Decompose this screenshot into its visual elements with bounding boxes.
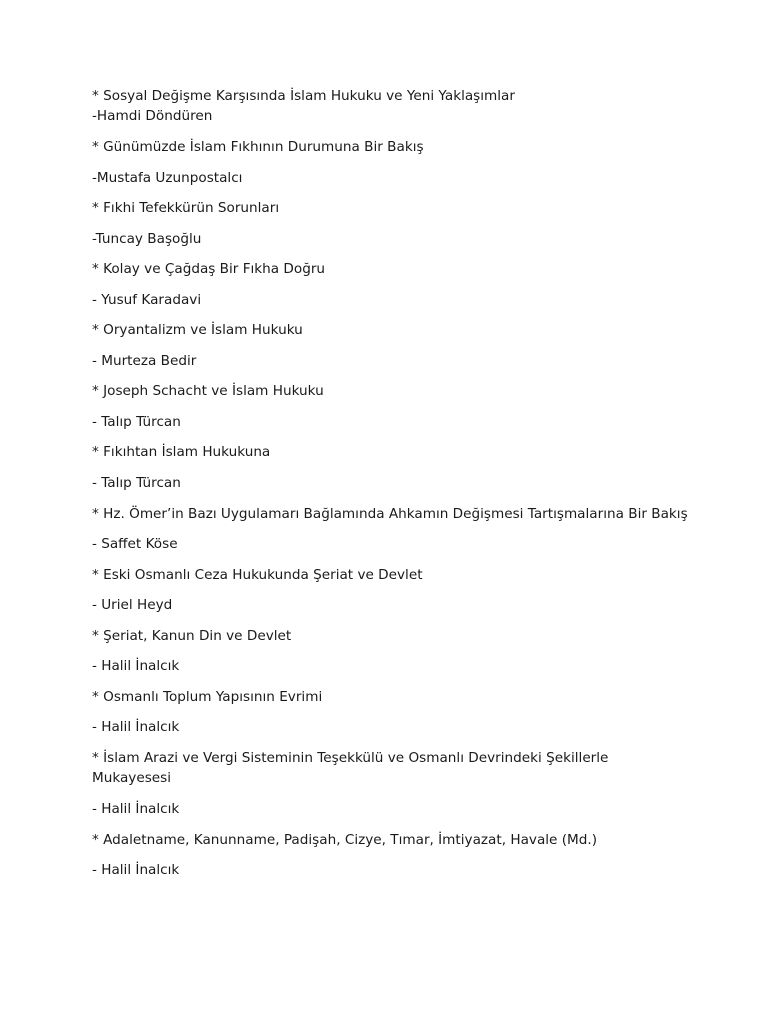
entry-author: - Saffet Köse bbox=[92, 536, 178, 552]
entry-author: -Tuncay Başoğlu bbox=[92, 231, 202, 247]
entry-title: * Fıkıhtan İslam Hukukuna bbox=[92, 444, 271, 460]
entry-author: -Hamdi Döndüren bbox=[92, 108, 213, 124]
entry-author: -Mustafa Uzunpostalcı bbox=[92, 170, 243, 186]
entry-author: - Talıp Türcan bbox=[92, 475, 181, 491]
entry-title: * Joseph Schacht ve İslam Hukuku bbox=[92, 383, 324, 399]
entry-author: - Halil İnalcık bbox=[92, 719, 180, 735]
entry-title: * Hz. Ömer’in Bazı Uygulamarı Bağlamında Ahkamın Değişmesi Tartışmalarına Bir Bakış bbox=[92, 506, 688, 522]
entry-title: * Osmanlı Toplum Yapısının Evrimi bbox=[92, 689, 323, 705]
entry-author: - Uriel Heyd bbox=[92, 597, 173, 613]
entry-title: * İslam Arazi ve Vergi Sisteminin Teşekkülü ve Osmanlı Devrindeki Şekillerle Mukayesesi bbox=[92, 750, 609, 786]
entry-author: - Yusuf Karadavi bbox=[92, 292, 202, 308]
entry-author: - Talıp Türcan bbox=[92, 414, 181, 430]
entry-title: * Kolay ve Çağdaş Bir Fıkha Doğru bbox=[92, 261, 326, 277]
entry-title: * Adaletname, Kanunname, Padişah, Cizye, Tımar, İmtiyazat, Havale (Md.) bbox=[92, 832, 598, 848]
entry-title: * Şeriat, Kanun Din ve Devlet bbox=[92, 628, 292, 644]
entry-title: * Fıkhi Tefekkürün Sorunları bbox=[92, 200, 280, 216]
entry-author: - Halil İnalcık bbox=[92, 862, 180, 878]
entry-author: - Halil İnalcık bbox=[92, 801, 180, 817]
entry-author: - Murteza Bedir bbox=[92, 353, 197, 369]
entry-title: * Sosyal Değişme Karşısında İslam Hukuku ve Yeni Yaklaşımlar bbox=[92, 88, 515, 104]
entry-title: * Günümüzde İslam Fıkhının Durumuna Bir Bakış bbox=[92, 139, 424, 155]
entry-title: * Eski Osmanlı Ceza Hukukunda Şeriat ve Devlet bbox=[92, 567, 423, 583]
entry-title: * Oryantalizm ve İslam Hukuku bbox=[92, 322, 303, 338]
entry-author: - Halil İnalcık bbox=[92, 658, 180, 674]
